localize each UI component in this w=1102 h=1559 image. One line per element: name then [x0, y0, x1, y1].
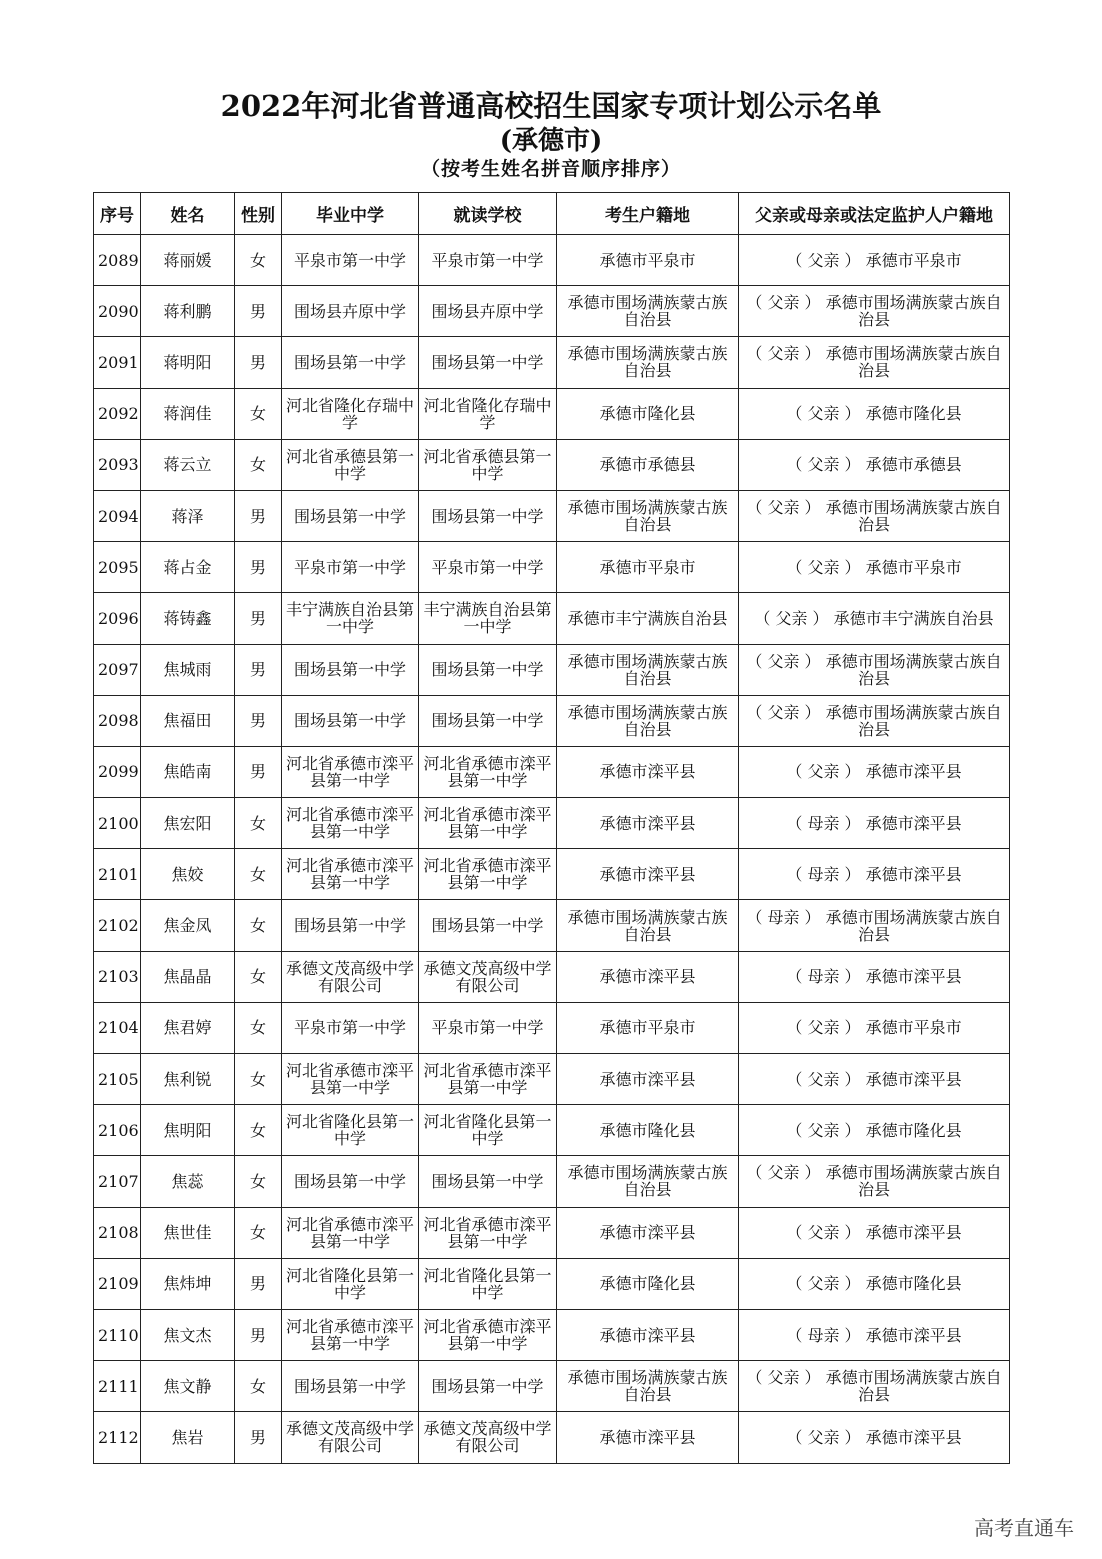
table-body	[94, 235, 1010, 1464]
cell-name: 蒋利鹏	[141, 286, 235, 337]
cell-gender: 女	[235, 1156, 282, 1207]
cell-gender: 女	[235, 900, 282, 951]
cell-seq: 2093	[94, 439, 141, 490]
column-header-guardian-registration: 父亲或母亲或法定监护人户籍地	[739, 193, 1010, 235]
cell-gender: 女	[235, 1002, 282, 1053]
cell-name: 焦城雨	[141, 644, 235, 695]
cell-name: 焦文杰	[141, 1309, 235, 1360]
cell-seq: 2095	[94, 542, 141, 593]
cell-name: 焦岩	[141, 1412, 235, 1463]
cell-name: 焦金凤	[141, 900, 235, 951]
cell-gender: 女	[235, 1207, 282, 1258]
cell-seq: 2110	[94, 1309, 141, 1360]
column-header-current-school: 就读学校	[419, 193, 557, 235]
table-row	[94, 1361, 1010, 1412]
cell-seq: 2096	[94, 593, 141, 644]
cell-seq: 2097	[94, 644, 141, 695]
cell-gender: 男	[235, 1309, 282, 1360]
cell-graduated-school: 平泉市第一中学	[282, 542, 419, 593]
watermark: 高考直通车	[974, 1516, 1074, 1540]
cell-seq: 2092	[94, 388, 141, 439]
table-row	[94, 1156, 1010, 1207]
table-row	[94, 286, 1010, 337]
cell-name: 蒋丽媛	[141, 235, 235, 286]
cell-gender: 女	[235, 439, 282, 490]
table-row	[94, 1309, 1010, 1360]
cell-seq: 2102	[94, 900, 141, 951]
cell-graduated-school: 河北省承德市滦平县第一中学	[282, 746, 419, 797]
cell-gender: 男	[235, 490, 282, 541]
cell-household-registration: 承德市围场满族蒙古族自治县	[557, 1361, 739, 1412]
cell-guardian-registration: （ 父亲 ） 承德市平泉市	[739, 1002, 1010, 1053]
cell-gender: 男	[235, 337, 282, 388]
cell-household-registration: 承德市滦平县	[557, 1412, 739, 1463]
cell-guardian-registration: （ 父亲 ） 承德市围场满族蒙古族自治县	[739, 1156, 1010, 1207]
cell-household-registration: 承德市承德县	[557, 439, 739, 490]
cell-household-registration: 承德市围场满族蒙古族自治县	[557, 1156, 739, 1207]
cell-household-registration: 承德市滦平县	[557, 1207, 739, 1258]
cell-graduated-school: 围场县第一中学	[282, 900, 419, 951]
cell-current-school: 河北省承德市滦平县第一中学	[419, 746, 557, 797]
cell-name: 焦皓南	[141, 746, 235, 797]
cell-household-registration: 承德市隆化县	[557, 388, 739, 439]
cell-seq: 2100	[94, 798, 141, 849]
cell-household-registration: 承德市围场满族蒙古族自治县	[557, 900, 739, 951]
cell-name: 焦姣	[141, 849, 235, 900]
cell-name: 焦世佳	[141, 1207, 235, 1258]
cell-gender: 女	[235, 1361, 282, 1412]
cell-current-school: 围场县第一中学	[419, 490, 557, 541]
cell-name: 焦利锐	[141, 1054, 235, 1105]
cell-gender: 男	[235, 695, 282, 746]
table-row	[94, 900, 1010, 951]
cell-guardian-registration: （ 父亲 ） 承德市围场满族蒙古族自治县	[739, 286, 1010, 337]
cell-guardian-registration: （ 父亲 ） 承德市滦平县	[739, 1412, 1010, 1463]
cell-household-registration: 承德市平泉市	[557, 1002, 739, 1053]
column-header-name: 姓名	[141, 193, 235, 235]
cell-graduated-school: 平泉市第一中学	[282, 235, 419, 286]
table-header-row	[94, 193, 1010, 235]
cell-household-registration: 承德市丰宁满族自治县	[557, 593, 739, 644]
cell-current-school: 河北省承德市滦平县第一中学	[419, 798, 557, 849]
column-header-graduated-school: 毕业中学	[282, 193, 419, 235]
cell-seq: 2099	[94, 746, 141, 797]
cell-gender: 女	[235, 235, 282, 286]
cell-graduated-school: 承德文茂高级中学有限公司	[282, 951, 419, 1002]
cell-seq: 2111	[94, 1361, 141, 1412]
cell-household-registration: 承德市滦平县	[557, 798, 739, 849]
cell-household-registration: 承德市滦平县	[557, 1309, 739, 1360]
cell-name: 蒋铸鑫	[141, 593, 235, 644]
cell-graduated-school: 河北省承德市滦平县第一中学	[282, 849, 419, 900]
cell-name: 焦明阳	[141, 1105, 235, 1156]
document-title: 2022年河北省普通高校招生国家专项计划公示名单	[220, 89, 882, 123]
cell-name: 焦福田	[141, 695, 235, 746]
cell-current-school: 承德文茂高级中学有限公司	[419, 951, 557, 1002]
cell-household-registration: 承德市围场满族蒙古族自治县	[557, 695, 739, 746]
cell-name: 蒋泽	[141, 490, 235, 541]
cell-current-school: 河北省承德县第一中学	[419, 439, 557, 490]
cell-guardian-registration: （ 母亲 ） 承德市围场满族蒙古族自治县	[739, 900, 1010, 951]
column-header-gender: 性别	[235, 193, 282, 235]
cell-name: 焦炜坤	[141, 1258, 235, 1309]
table-row	[94, 746, 1010, 797]
cell-current-school: 河北省承德市滦平县第一中学	[419, 849, 557, 900]
cell-name: 蒋润佳	[141, 388, 235, 439]
cell-household-registration: 承德市围场满族蒙古族自治县	[557, 286, 739, 337]
cell-household-registration: 承德市滦平县	[557, 951, 739, 1002]
column-header-household-registration: 考生户籍地	[557, 193, 739, 235]
cell-graduated-school: 围场县第一中学	[282, 1156, 419, 1207]
cell-household-registration: 承德市滦平县	[557, 849, 739, 900]
cell-guardian-registration: （ 父亲 ） 承德市承德县	[739, 439, 1010, 490]
cell-gender: 男	[235, 746, 282, 797]
cell-gender: 男	[235, 1258, 282, 1309]
table-row	[94, 1054, 1010, 1105]
cell-current-school: 平泉市第一中学	[419, 1002, 557, 1053]
cell-gender: 女	[235, 1054, 282, 1105]
table-row	[94, 235, 1010, 286]
cell-seq: 2101	[94, 849, 141, 900]
cell-name: 焦文静	[141, 1361, 235, 1412]
table-row	[94, 1412, 1010, 1463]
cell-graduated-school: 围场县第一中学	[282, 695, 419, 746]
cell-household-registration: 承德市围场满族蒙古族自治县	[557, 337, 739, 388]
cell-seq: 2091	[94, 337, 141, 388]
table-row	[94, 695, 1010, 746]
cell-graduated-school: 河北省隆化县第一中学	[282, 1258, 419, 1309]
table-row	[94, 849, 1010, 900]
cell-household-registration: 承德市围场满族蒙古族自治县	[557, 644, 739, 695]
cell-current-school: 围场县第一中学	[419, 337, 557, 388]
cell-current-school: 河北省隆化县第一中学	[419, 1105, 557, 1156]
cell-seq: 2106	[94, 1105, 141, 1156]
cell-seq: 2107	[94, 1156, 141, 1207]
cell-seq: 2105	[94, 1054, 141, 1105]
cell-guardian-registration: （ 父亲 ） 承德市平泉市	[739, 542, 1010, 593]
table-row	[94, 542, 1010, 593]
cell-graduated-school: 丰宁满族自治县第一中学	[282, 593, 419, 644]
cell-gender: 男	[235, 1412, 282, 1463]
cell-guardian-registration: （ 父亲 ） 承德市滦平县	[739, 1207, 1010, 1258]
cell-name: 蒋明阳	[141, 337, 235, 388]
cell-graduated-school: 围场县第一中学	[282, 337, 419, 388]
cell-current-school: 平泉市第一中学	[419, 235, 557, 286]
cell-gender: 男	[235, 286, 282, 337]
cell-gender: 女	[235, 388, 282, 439]
cell-name: 焦蕊	[141, 1156, 235, 1207]
table-row	[94, 490, 1010, 541]
cell-seq: 2098	[94, 695, 141, 746]
cell-graduated-school: 河北省承德市滦平县第一中学	[282, 1207, 419, 1258]
cell-current-school: 围场县第一中学	[419, 1156, 557, 1207]
cell-graduated-school: 河北省承德市滦平县第一中学	[282, 798, 419, 849]
table-row	[94, 1002, 1010, 1053]
cell-household-registration: 承德市滦平县	[557, 746, 739, 797]
cell-current-school: 围场县卉原中学	[419, 286, 557, 337]
cell-current-school: 河北省承德市滦平县第一中学	[419, 1309, 557, 1360]
cell-household-registration: 承德市平泉市	[557, 235, 739, 286]
cell-seq: 2089	[94, 235, 141, 286]
cell-current-school: 围场县第一中学	[419, 644, 557, 695]
cell-seq: 2094	[94, 490, 141, 541]
cell-guardian-registration: （ 母亲 ） 承德市滦平县	[739, 798, 1010, 849]
cell-guardian-registration: （ 父亲 ） 承德市平泉市	[739, 235, 1010, 286]
cell-seq: 2090	[94, 286, 141, 337]
cell-current-school: 河北省隆化存瑞中学	[419, 388, 557, 439]
cell-guardian-registration: （ 母亲 ） 承德市滦平县	[739, 849, 1010, 900]
cell-current-school: 丰宁满族自治县第一中学	[419, 593, 557, 644]
cell-gender: 女	[235, 1105, 282, 1156]
cell-guardian-registration: （ 父亲 ） 承德市隆化县	[739, 1258, 1010, 1309]
cell-graduated-school: 河北省隆化县第一中学	[282, 1105, 419, 1156]
table-row	[94, 593, 1010, 644]
document-subtitle: (承德市)	[499, 126, 603, 156]
cell-household-registration: 承德市隆化县	[557, 1258, 739, 1309]
cell-seq: 2112	[94, 1412, 141, 1463]
cell-gender: 女	[235, 798, 282, 849]
cell-seq: 2104	[94, 1002, 141, 1053]
cell-guardian-registration: （ 母亲 ） 承德市滦平县	[739, 1309, 1010, 1360]
cell-graduated-school: 河北省承德市滦平县第一中学	[282, 1054, 419, 1105]
table-row	[94, 1105, 1010, 1156]
cell-seq: 2103	[94, 951, 141, 1002]
cell-graduated-school: 平泉市第一中学	[282, 1002, 419, 1053]
table-row	[94, 439, 1010, 490]
cell-current-school: 河北省承德市滦平县第一中学	[419, 1207, 557, 1258]
cell-guardian-registration: （ 母亲 ） 承德市滦平县	[739, 951, 1010, 1002]
cell-guardian-registration: （ 父亲 ） 承德市围场满族蒙古族自治县	[739, 1361, 1010, 1412]
table-row	[94, 388, 1010, 439]
cell-name: 蒋云立	[141, 439, 235, 490]
table-row	[94, 337, 1010, 388]
cell-gender: 男	[235, 593, 282, 644]
cell-gender: 女	[235, 849, 282, 900]
table-row	[94, 951, 1010, 1002]
table-row	[94, 1258, 1010, 1309]
sort-note: （按考生姓名拼音顺序排序）	[420, 158, 681, 180]
cell-gender: 男	[235, 542, 282, 593]
cell-seq: 2108	[94, 1207, 141, 1258]
cell-graduated-school: 围场县第一中学	[282, 490, 419, 541]
cell-household-registration: 承德市围场满族蒙古族自治县	[557, 490, 739, 541]
cell-household-registration: 承德市平泉市	[557, 542, 739, 593]
cell-current-school: 河北省隆化县第一中学	[419, 1258, 557, 1309]
cell-guardian-registration: （ 父亲 ） 承德市丰宁满族自治县	[739, 593, 1010, 644]
column-header-seq: 序号	[94, 193, 141, 235]
cell-guardian-registration: （ 父亲 ） 承德市滦平县	[739, 746, 1010, 797]
cell-name: 焦君婷	[141, 1002, 235, 1053]
cell-household-registration: 承德市隆化县	[557, 1105, 739, 1156]
cell-guardian-registration: （ 父亲 ） 承德市隆化县	[739, 388, 1010, 439]
cell-graduated-school: 围场县第一中学	[282, 644, 419, 695]
table-row	[94, 1207, 1010, 1258]
cell-seq: 2109	[94, 1258, 141, 1309]
table-row	[94, 644, 1010, 695]
cell-household-registration: 承德市滦平县	[557, 1054, 739, 1105]
cell-graduated-school: 河北省隆化存瑞中学	[282, 388, 419, 439]
cell-guardian-registration: （ 父亲 ） 承德市滦平县	[739, 1054, 1010, 1105]
cell-graduated-school: 承德文茂高级中学有限公司	[282, 1412, 419, 1463]
cell-guardian-registration: （ 父亲 ） 承德市围场满族蒙古族自治县	[739, 337, 1010, 388]
roster-table	[93, 192, 1010, 1464]
cell-graduated-school: 围场县第一中学	[282, 1361, 419, 1412]
cell-guardian-registration: （ 父亲 ） 承德市隆化县	[739, 1105, 1010, 1156]
cell-gender: 女	[235, 951, 282, 1002]
cell-graduated-school: 围场县卉原中学	[282, 286, 419, 337]
table-row	[94, 798, 1010, 849]
cell-name: 焦宏阳	[141, 798, 235, 849]
cell-name: 焦晶晶	[141, 951, 235, 1002]
cell-graduated-school: 河北省承德县第一中学	[282, 439, 419, 490]
cell-current-school: 围场县第一中学	[419, 900, 557, 951]
cell-gender: 男	[235, 644, 282, 695]
cell-name: 蒋占金	[141, 542, 235, 593]
cell-guardian-registration: （ 父亲 ） 承德市围场满族蒙古族自治县	[739, 644, 1010, 695]
cell-graduated-school: 河北省承德市滦平县第一中学	[282, 1309, 419, 1360]
cell-current-school: 河北省承德市滦平县第一中学	[419, 1054, 557, 1105]
cell-current-school: 平泉市第一中学	[419, 542, 557, 593]
cell-current-school: 围场县第一中学	[419, 695, 557, 746]
cell-current-school: 承德文茂高级中学有限公司	[419, 1412, 557, 1463]
cell-guardian-registration: （ 父亲 ） 承德市围场满族蒙古族自治县	[739, 695, 1010, 746]
cell-current-school: 围场县第一中学	[419, 1361, 557, 1412]
cell-guardian-registration: （ 父亲 ） 承德市围场满族蒙古族自治县	[739, 490, 1010, 541]
